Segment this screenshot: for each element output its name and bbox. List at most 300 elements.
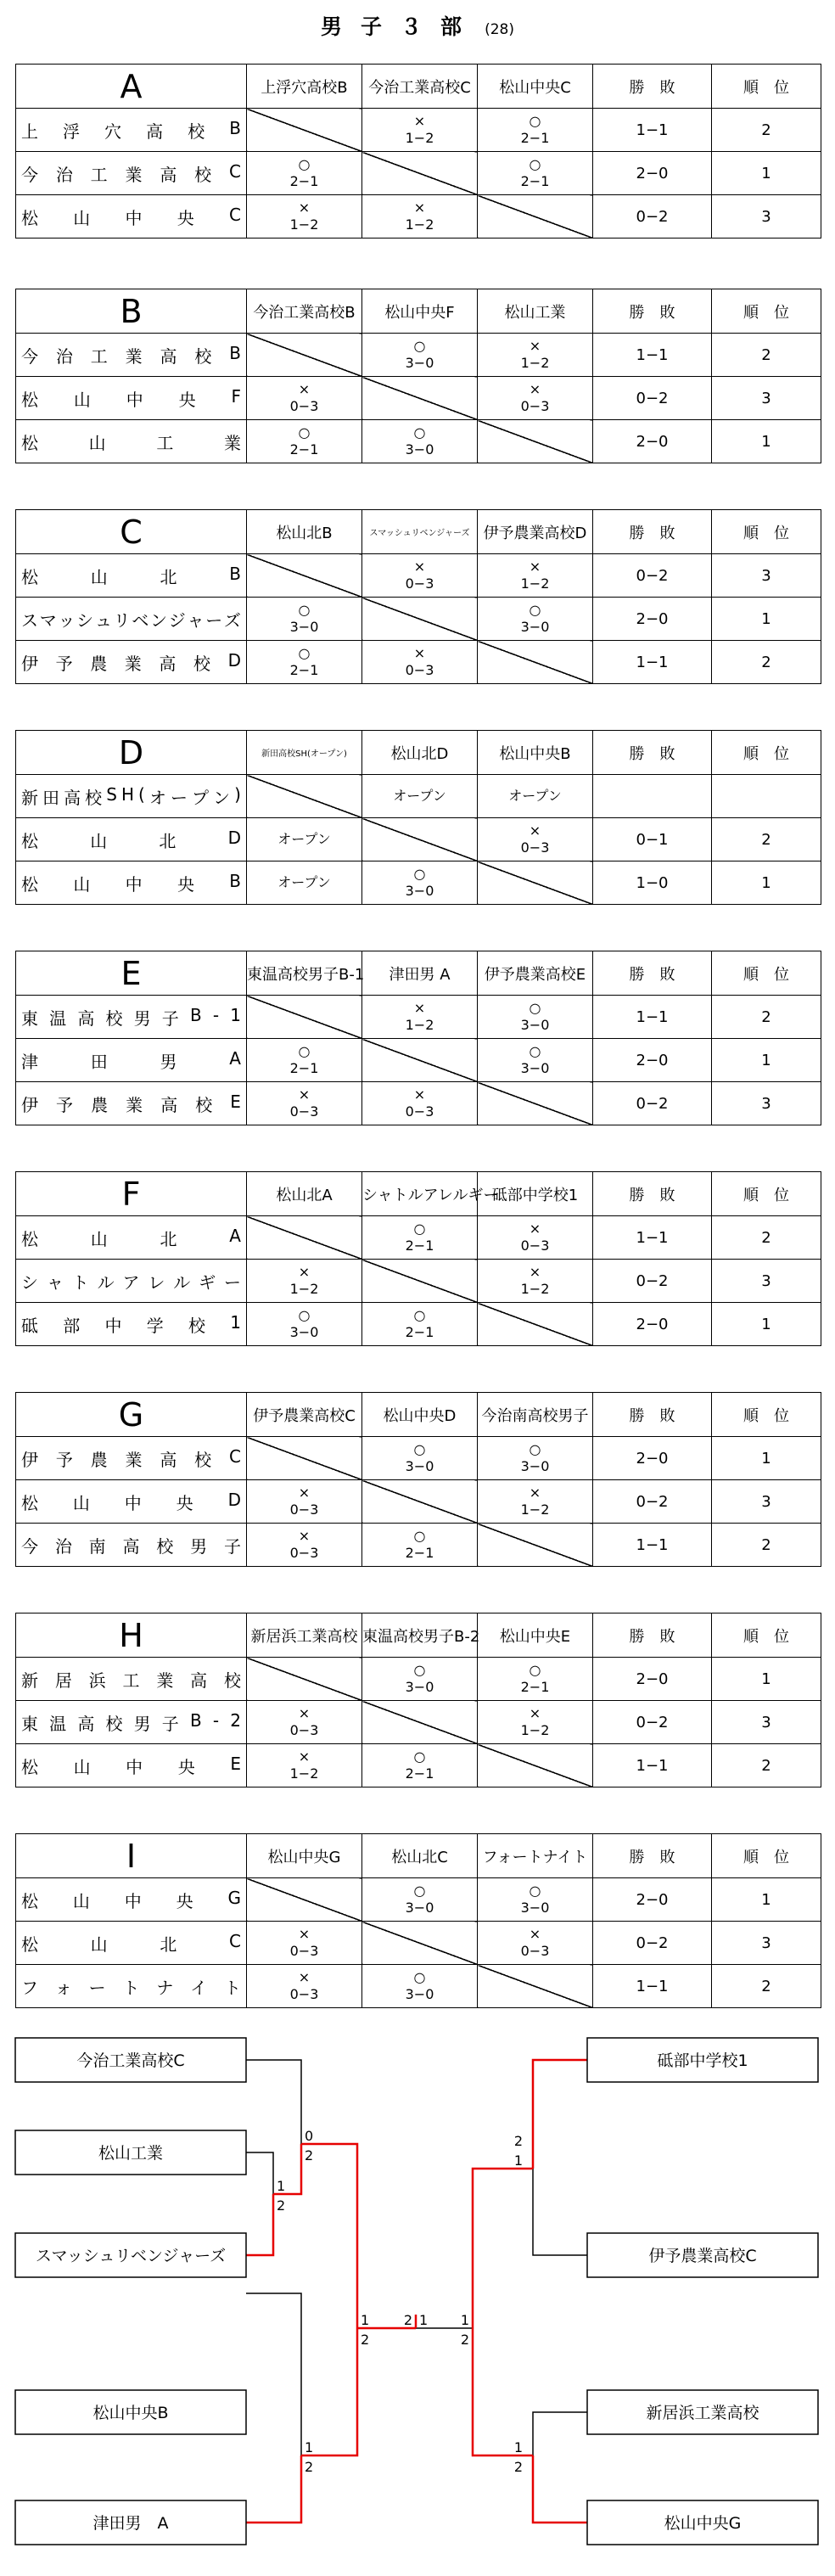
result-score: 3−0 [405, 441, 434, 457]
bracket-score-l2-top: 1 [277, 2178, 286, 2194]
rank-header: 順 位 [712, 951, 821, 996]
team-rank: 1 [712, 152, 821, 195]
record-header: 勝 敗 [593, 1834, 712, 1878]
column-header: スマッシュリベンジャーズ [362, 510, 478, 554]
self-match-cell [362, 1480, 478, 1524]
result-cell [478, 554, 593, 598]
column-header: 伊予農業高校E [478, 951, 593, 996]
result-score: 3−0 [405, 1679, 434, 1695]
column-header: 伊予農業高校D [478, 510, 593, 554]
result-mark: ○ [413, 1441, 426, 1457]
result-cell [362, 1082, 478, 1125]
result-cell [247, 377, 362, 420]
result-mark: ○ [413, 1883, 426, 1899]
bracket-win-line [301, 2144, 357, 2328]
win-loss: 1−0 [593, 861, 712, 905]
team-name-cell [16, 1437, 247, 1480]
team-name: 松 山 中 央 B [21, 870, 241, 895]
team-rank: 2 [712, 1524, 821, 1567]
result-mark: × [529, 558, 541, 575]
table-row [16, 775, 821, 818]
table-row [16, 1922, 821, 1965]
result-score: 0−3 [289, 1103, 319, 1120]
table-row [16, 861, 821, 905]
result-cell [478, 996, 593, 1039]
self-match-cell [478, 1965, 593, 2008]
result-cell [478, 1039, 593, 1082]
result-score: 1−2 [520, 1501, 550, 1518]
bracket-score-f-left: 2 [403, 2312, 412, 2328]
result-mark: ○ [413, 1748, 426, 1765]
result-mark: × [529, 822, 541, 839]
result-mark: × [298, 1748, 311, 1765]
result-score: 2−1 [520, 130, 550, 146]
result-score: 0−3 [520, 398, 550, 414]
rank-header: 順 位 [712, 1834, 821, 1878]
column-header: 松山中央F [362, 289, 478, 334]
rank-header: 順 位 [712, 1614, 821, 1658]
result-mark: × [529, 1705, 541, 1721]
result-score: 3−0 [520, 619, 550, 635]
result-score: 1−2 [289, 1765, 319, 1782]
team-rank [712, 775, 821, 818]
team-name: 松 山 北 D [21, 827, 241, 851]
bracket-win-line [246, 2194, 273, 2255]
group-table-a [15, 64, 821, 239]
result-score: 3−0 [405, 1900, 434, 1916]
team-name: ス マ ッ シ ュ リ ベ ン ジ ャ ー ズ [21, 609, 241, 631]
self-match-cell [362, 818, 478, 861]
bracket-win-line [246, 2455, 301, 2523]
team-rank: 3 [712, 1480, 821, 1524]
result-cell [478, 1437, 593, 1480]
bracket-score-l1-top: 0 [305, 2128, 314, 2144]
win-loss: 1−1 [593, 334, 712, 377]
column-header: シャトルアレルギー [362, 1172, 478, 1216]
column-header: 松山工業 [478, 289, 593, 334]
result-mark: ○ [529, 602, 541, 618]
result-cell [362, 1744, 478, 1787]
win-loss [593, 775, 712, 818]
result-score: 2−1 [289, 662, 319, 678]
win-loss: 2−0 [593, 1303, 712, 1346]
result-cell [247, 818, 362, 861]
bracket-score-l3-bot: 2 [361, 2332, 370, 2348]
table-row [16, 152, 821, 195]
team-name-cell [16, 1303, 247, 1346]
rank-header: 順 位 [712, 289, 821, 334]
team-name: 伊 予 農 業 高 校 C [21, 1445, 241, 1470]
team-name-cell [16, 554, 247, 598]
result-mark: × [529, 1926, 541, 1942]
team-rank: 1 [712, 598, 821, 641]
table-row [16, 1039, 821, 1082]
column-header: 東温高校男子B-2 [362, 1614, 478, 1658]
result-cell [362, 1303, 478, 1346]
result-cell [362, 554, 478, 598]
win-loss: 1−1 [593, 1524, 712, 1567]
result-cell [478, 1658, 593, 1701]
rank-header: 順 位 [712, 1393, 821, 1437]
result-cell [478, 1701, 593, 1744]
team-name: 松 山 工 業 [21, 432, 241, 453]
column-header: 松山北D [362, 731, 478, 775]
result-cell [362, 1216, 478, 1260]
column-header: 松山中央G [247, 1834, 362, 1878]
team-name-cell [16, 334, 247, 377]
result-score: 3−0 [289, 619, 319, 635]
team-name-cell [16, 818, 247, 861]
page-title [0, 10, 835, 41]
result-score: 3−0 [405, 355, 434, 371]
result-cell [362, 861, 478, 905]
bracket-score-l4-bot: 2 [305, 2459, 314, 2475]
rank-header: 順 位 [712, 731, 821, 775]
team-name-cell [16, 1658, 247, 1701]
record-header: 勝 敗 [593, 951, 712, 996]
result-mark: ○ [413, 424, 426, 441]
win-loss: 0−2 [593, 1260, 712, 1303]
result-cell [478, 377, 593, 420]
result-mark: ○ [529, 1883, 541, 1899]
result-score: 1−2 [405, 1017, 434, 1033]
bracket-team: 松山中央G [664, 2514, 742, 2533]
win-loss: 1−1 [593, 641, 712, 684]
self-match-cell [362, 598, 478, 641]
result-score: 2−1 [289, 1060, 319, 1076]
bracket-line [246, 2293, 301, 2455]
result-cell [362, 1524, 478, 1567]
result-score: 2−1 [289, 173, 319, 189]
bracket-team: 津田男 A [92, 2514, 169, 2533]
team-name: 新 居 浜 工 業 高 校 [21, 1670, 241, 1691]
team-name-cell [16, 641, 247, 684]
result-mark: ○ [529, 1043, 541, 1059]
column-header: 東温高校男子B-1 [247, 951, 362, 996]
result-cell [362, 775, 478, 818]
bracket-team: 松山中央B [92, 2404, 169, 2422]
group-name: H [16, 1614, 247, 1658]
column-header: 今治工業高校C [362, 65, 478, 109]
table-row [16, 598, 821, 641]
group-table-f [15, 1171, 821, 1346]
win-loss: 0−2 [593, 1480, 712, 1524]
team-name: シ ャ ト ル ア レ ル ギ ー [21, 1271, 241, 1293]
table-row [16, 1878, 821, 1922]
result-score: 0−3 [405, 575, 434, 592]
team-rank: 2 [712, 1216, 821, 1260]
column-header: 松山北B [247, 510, 362, 554]
column-header: 松山中央B [478, 731, 593, 775]
result-score: 1−2 [520, 575, 550, 592]
result-mark: ○ [529, 1662, 541, 1678]
table-row [16, 1303, 821, 1346]
result-mark: × [529, 338, 541, 354]
bracket-score-r2-top: 1 [460, 2312, 469, 2328]
table-row [16, 1744, 821, 1787]
team-name-cell [16, 1260, 247, 1303]
team-name: 松 山 北 B [21, 563, 241, 587]
table-row [16, 1260, 821, 1303]
result-mark: × [298, 199, 311, 216]
table-row [16, 818, 821, 861]
self-match-cell [362, 1922, 478, 1965]
table-row [16, 1524, 821, 1567]
result-score: 3−0 [405, 883, 434, 899]
bracket-win-line [533, 2455, 587, 2523]
result-cell [478, 775, 593, 818]
result-mark: ○ [529, 1441, 541, 1457]
team-name-cell [16, 109, 247, 152]
result-score: 2−1 [405, 1545, 434, 1561]
group-table-e [15, 951, 821, 1125]
bracket-line [246, 2152, 273, 2194]
result-score: 0−3 [289, 1501, 319, 1518]
result-score: 2−1 [405, 1765, 434, 1782]
team-name: 今 治 南 高 校 男 子 [21, 1535, 241, 1557]
result-mark: × [298, 1528, 311, 1544]
win-loss: 2−0 [593, 152, 712, 195]
result-score: 1−2 [520, 1722, 550, 1738]
team-name-cell [16, 1039, 247, 1082]
table-row [16, 195, 821, 239]
group-name: F [16, 1172, 247, 1216]
team-name: 松 山 中 央 D [21, 1489, 241, 1513]
result-cell [478, 109, 593, 152]
result-cell [478, 334, 593, 377]
win-loss: 2−0 [593, 1039, 712, 1082]
column-header: 砥部中学校1 [478, 1172, 593, 1216]
team-name-cell [16, 996, 247, 1039]
result-score: 3−0 [520, 1458, 550, 1474]
rank-header: 順 位 [712, 510, 821, 554]
result-cell [247, 1744, 362, 1787]
table-row [16, 377, 821, 420]
record-header: 勝 敗 [593, 510, 712, 554]
group-table-b [15, 289, 821, 463]
team-name: 松 山 中 央 G [21, 1887, 241, 1911]
group-name: I [16, 1834, 247, 1878]
record-header: 勝 敗 [593, 731, 712, 775]
team-name-cell [16, 1480, 247, 1524]
record-header: 勝 敗 [593, 65, 712, 109]
column-header: 伊予農業高校C [247, 1393, 362, 1437]
result-cell [247, 1701, 362, 1744]
team-rank: 1 [712, 1039, 821, 1082]
result-mark: ○ [413, 1221, 426, 1237]
record-header: 勝 敗 [593, 1393, 712, 1437]
win-loss: 1−1 [593, 109, 712, 152]
result-cell [362, 996, 478, 1039]
result-mark: ○ [413, 1528, 426, 1544]
win-loss: 0−2 [593, 554, 712, 598]
result-mark: ○ [298, 602, 311, 618]
rank-header: 順 位 [712, 65, 821, 109]
team-name: 新 田 高 校 S H ( オ ー プ ン ) [21, 783, 241, 808]
win-loss: 1−1 [593, 1965, 712, 2008]
result-score: 3−0 [405, 1986, 434, 2002]
result-cell [362, 334, 478, 377]
team-rank: 2 [712, 109, 821, 152]
self-match-cell [247, 1658, 362, 1701]
bracket-team: 今治工業高校C [76, 2051, 185, 2070]
record-header: 勝 敗 [593, 1172, 712, 1216]
bracket-win-line [473, 2169, 533, 2328]
team-rank: 2 [712, 1965, 821, 2008]
result-mark: × [298, 1484, 311, 1501]
result-mark: ○ [413, 338, 426, 354]
team-rank: 2 [712, 818, 821, 861]
result-mark: × [298, 381, 311, 397]
team-rank: 2 [712, 641, 821, 684]
bracket-team: 松山工業 [98, 2144, 164, 2163]
self-match-cell [362, 1701, 478, 1744]
team-name: 松 山 北 C [21, 1930, 241, 1955]
result-mark: × [529, 1264, 541, 1280]
title-text: 男子３部 [320, 14, 480, 39]
result-cell [362, 1658, 478, 1701]
result-mark: × [298, 1264, 311, 1280]
group-table-h [15, 1613, 821, 1787]
win-loss: 0−1 [593, 818, 712, 861]
self-match-cell [247, 554, 362, 598]
self-match-cell [362, 377, 478, 420]
result-mark: ○ [529, 1000, 541, 1016]
bracket-line [533, 2169, 587, 2255]
result-cell [247, 1303, 362, 1346]
team-name: フ ォ ー ト ナ イ ト [21, 1977, 241, 1998]
team-name-cell [16, 1744, 247, 1787]
self-match-cell [478, 195, 593, 239]
team-name-cell [16, 195, 247, 239]
result-cell [247, 1039, 362, 1082]
result-mark: × [413, 645, 426, 661]
table-row [16, 1965, 821, 2008]
bracket-win-line [301, 2328, 357, 2455]
win-loss: 2−0 [593, 1878, 712, 1922]
bracket-score-l2-bot: 2 [277, 2197, 286, 2214]
self-match-cell [247, 775, 362, 818]
result-cell [247, 420, 362, 463]
title-note: (28) [485, 21, 514, 38]
team-rank: 1 [712, 1437, 821, 1480]
self-match-cell [478, 1744, 593, 1787]
team-name: 砥 部 中 学 校 1 [21, 1311, 241, 1336]
group-name: A [16, 65, 247, 109]
team-rank: 1 [712, 861, 821, 905]
result-text: オープン [277, 874, 331, 890]
team-name-cell [16, 1216, 247, 1260]
result-score: 3−0 [520, 1060, 550, 1076]
result-mark: ○ [298, 1043, 311, 1059]
result-cell [247, 1480, 362, 1524]
team-rank: 1 [712, 1658, 821, 1701]
result-score: 2−1 [520, 173, 550, 189]
team-rank: 2 [712, 334, 821, 377]
result-score: 0−3 [289, 1545, 319, 1561]
result-text: オープン [277, 831, 331, 847]
team-rank: 3 [712, 1701, 821, 1744]
win-loss: 1−1 [593, 1744, 712, 1787]
win-loss: 0−2 [593, 377, 712, 420]
column-header: 松山中央C [478, 65, 593, 109]
group-table-d [15, 730, 821, 905]
table-row [16, 1437, 821, 1480]
bracket-score-r3-bot: 2 [513, 2459, 523, 2475]
team-name-cell [16, 152, 247, 195]
result-text: オープン [393, 788, 446, 804]
bracket-score-r3-top: 1 [513, 2439, 523, 2455]
bracket-score-l3-top: 1 [361, 2312, 370, 2328]
self-match-cell [478, 420, 593, 463]
bracket-team: 新居浜工業高校 [646, 2404, 759, 2422]
group-table-i [15, 1833, 821, 2008]
group-name: D [16, 731, 247, 775]
self-match-cell [362, 1260, 478, 1303]
win-loss: 1−1 [593, 1216, 712, 1260]
result-score: 0−3 [289, 1722, 319, 1738]
self-match-cell [247, 334, 362, 377]
team-name-cell [16, 861, 247, 905]
result-mark: × [413, 113, 426, 129]
result-score: 3−0 [520, 1017, 550, 1033]
win-loss: 0−2 [593, 195, 712, 239]
result-mark: ○ [413, 1969, 426, 1985]
group-name: G [16, 1393, 247, 1437]
result-cell [478, 1878, 593, 1922]
result-mark: × [413, 1000, 426, 1016]
self-match-cell [478, 641, 593, 684]
result-score: 0−3 [405, 1103, 434, 1120]
team-name-cell [16, 1965, 247, 2008]
win-loss: 1−1 [593, 996, 712, 1039]
team-name: 松 山 北 A [21, 1225, 241, 1249]
self-match-cell [247, 109, 362, 152]
result-cell [247, 861, 362, 905]
result-score: 2−1 [289, 441, 319, 457]
self-match-cell [247, 1437, 362, 1480]
bracket-score-f-right: 1 [419, 2312, 429, 2328]
result-cell [478, 818, 593, 861]
result-score: 1−2 [289, 1281, 319, 1297]
result-cell [478, 152, 593, 195]
result-cell [362, 641, 478, 684]
team-rank: 3 [712, 195, 821, 239]
team-rank: 1 [712, 420, 821, 463]
team-name: 松 山 中 央 C [21, 204, 241, 228]
team-rank: 3 [712, 1260, 821, 1303]
result-mark: ○ [298, 645, 311, 661]
result-cell [478, 1216, 593, 1260]
record-header: 勝 敗 [593, 289, 712, 334]
column-header: 新田高校SH(オープン) [247, 731, 362, 775]
result-mark: × [529, 381, 541, 397]
team-rank: 3 [712, 377, 821, 420]
result-score: 0−3 [289, 1943, 319, 1959]
team-rank: 3 [712, 1922, 821, 1965]
group-table-c [15, 509, 821, 684]
result-mark: × [413, 199, 426, 216]
result-mark: × [529, 1484, 541, 1501]
bracket-score-r1-top: 2 [513, 2133, 523, 2149]
column-header: フォートナイト [478, 1834, 593, 1878]
team-name-cell [16, 377, 247, 420]
self-match-cell [247, 996, 362, 1039]
bracket-score-l4-top: 1 [305, 2439, 314, 2455]
bracket-team: 伊予農業高校C [648, 2247, 757, 2265]
table-row [16, 1480, 821, 1524]
column-header: 上浮穴高校B [247, 65, 362, 109]
